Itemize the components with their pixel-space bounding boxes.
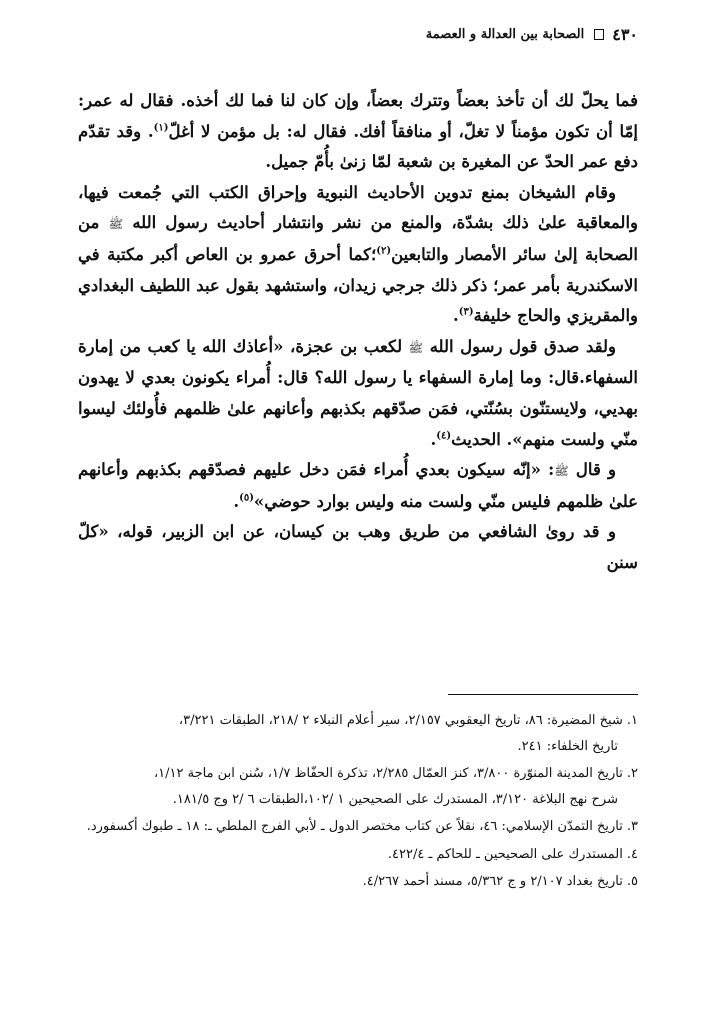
footnote-2 (78, 761, 638, 812)
footnote-text: المستدرك على الصحيحين ـ للحاكم ـ ٤٢٢/٤. (387, 846, 623, 862)
running-header (78, 22, 638, 46)
footnote-ref-4[interactable]: (٤) (436, 430, 452, 442)
footnote-number: ٢. (626, 766, 638, 781)
footnote-number: ٥. (626, 874, 638, 889)
paragraph-5 (78, 517, 638, 578)
paragraph-2-text-b: من الصحابة إلىٰ سائر الأمصار والتابعين (78, 213, 638, 264)
footnote-text: تاريخ التمدّن الإسلامي: ٤٦، نقلاً عن كتاب مختصر الدول ـ لأبي الفرج الملطي ـ: ١٨ ـ طبوك أكسفورد. (86, 819, 623, 834)
footnote-number: ١. (626, 713, 638, 728)
paragraph-1-text: فما يحلّ لك أن تأخذ بعضاً وتترك بعضاً، وإن كان لنا فما لك أخذه. فقال له عمر: إمّا أن تكون مؤمناً لا تغلّ، أو منافقاً أفك. فقال له: بل مؤمن لا أغلّ (78, 91, 638, 141)
paragraph-3-text: ولقد صدق قول رسول الله (429, 336, 616, 356)
footnote-text: تاريخ بغداد ٢/١٠٧ و ج ٥/٣٦٢، مسند أحمد ٤/٢٦٧. (362, 874, 623, 889)
salawat-symbol: ﷺ (108, 217, 124, 232)
footnote-separator (448, 694, 638, 695)
footnote-text-continued: تاريخ الخلفاء: ٢٤١. (517, 738, 618, 754)
paragraph-5-text: و قد روىٰ الشافعي من طريق وهب بن كيسان، عن ابن الزبير، قوله، «كلّ سنن (78, 522, 638, 572)
paragraph-4-text-b: : «إنّه سيكون بعدي أُمراء فمَن دخل عليهم فصدّقهم بكذبهم وأعانهم علىٰ ظلمهم فليس منّي ولست منه وليس بوارد حوضي» (78, 460, 638, 511)
footnote-text: تاريخ المدينة المنوّرة ٣/٨٠٠، كنز العمّال ٢/٢٨٥، تذكرة الحفّاظ ١/٧، سُنن ابن ماجة ١/١٢، (153, 766, 623, 781)
paragraph-4-text-end: . (233, 491, 240, 511)
paragraph-4-text: و قال (575, 460, 616, 480)
salawat-symbol: ﷺ (554, 464, 569, 479)
main-text (78, 86, 638, 579)
paragraph-2-text-c: ؛كما أحرق عمرو بن العاص أكبر مكتبة في الاسكندرية بأمر عمر؛ ذكر ذلك جرجي زيدان، واستشهد بقول عبد اللطيف البغدادي والمقريزي والحاج خليفة (78, 244, 638, 326)
square-ornament-icon (594, 29, 604, 40)
footnote-3 (78, 814, 638, 840)
paragraph-4 (78, 455, 638, 517)
salawat-symbol: ﷺ (408, 340, 424, 355)
paragraph-2 (78, 178, 638, 332)
footnote-ref-2[interactable]: (٢) (376, 245, 392, 257)
paragraph-3-text-b: لكعب بن عجزة، «أعاذك الله يا كعب من إمارة السفهاء.قال: وما إمارة السفهاء يا رسول الله؟ قال: أُمراء يكونون بعدي لا يهدون بهديي، ولايستنّون بسُنّتي، فمَن صدّقهم بكذبهم وأعانهم علىٰ ظلمهم فأُولئك ليسوا منّي ولست منهم». الحديث (78, 336, 638, 449)
footnote-1 (78, 708, 638, 759)
page-number: ٤٣٠ (612, 24, 638, 44)
footnote-ref-1[interactable]: (١) (153, 122, 169, 134)
footnotes (78, 708, 638, 897)
paragraph-2-text: وقام الشيخان بمنع تدوين الأحاديث النبوية وإحراق الكتب التي جُمعت فيها، والمعاقبة علىٰ ذلك بشدّة، والمنع من نشر وانتشار أحاديث رسول الله (78, 182, 639, 233)
footnote-ref-3[interactable]: (٣) (458, 306, 474, 318)
footnote-number: ٤. (626, 846, 638, 862)
footnote-5 (78, 869, 638, 895)
footnote-text-continued: شرح نهج البلاغة ٣/١٢٠، المستدرك على الصحيحين ١ /١٠٢،الطبقات ٦ /٢ وج ١٨١/٥. (172, 791, 618, 807)
running-title: الصحابة بين العدالة و العصمة (425, 26, 585, 42)
footnote-text: شيخ المضيرة: ٨٦، تاريخ اليعقوبي ٢/١٥٧، سير أعلام النبلاء ٢ /٢١٨، الطبقات ٣/٢٢١، (178, 713, 623, 728)
footnote-ref-5[interactable]: (٥) (239, 492, 254, 504)
footnote-number: ٣. (626, 819, 638, 834)
paragraph-3 (78, 332, 638, 455)
footnote-4 (78, 842, 638, 868)
paragraph-1-text-end: . وقد تقدّم دفع عمر الحدّ عن المغيرة بن شعبة لمّا زنىٰ بأُمّ جميل. (78, 121, 638, 172)
paragraph-1 (78, 86, 638, 178)
paragraph-2-text-end: . (452, 306, 459, 326)
paragraph-3-text-end: . (430, 429, 437, 449)
